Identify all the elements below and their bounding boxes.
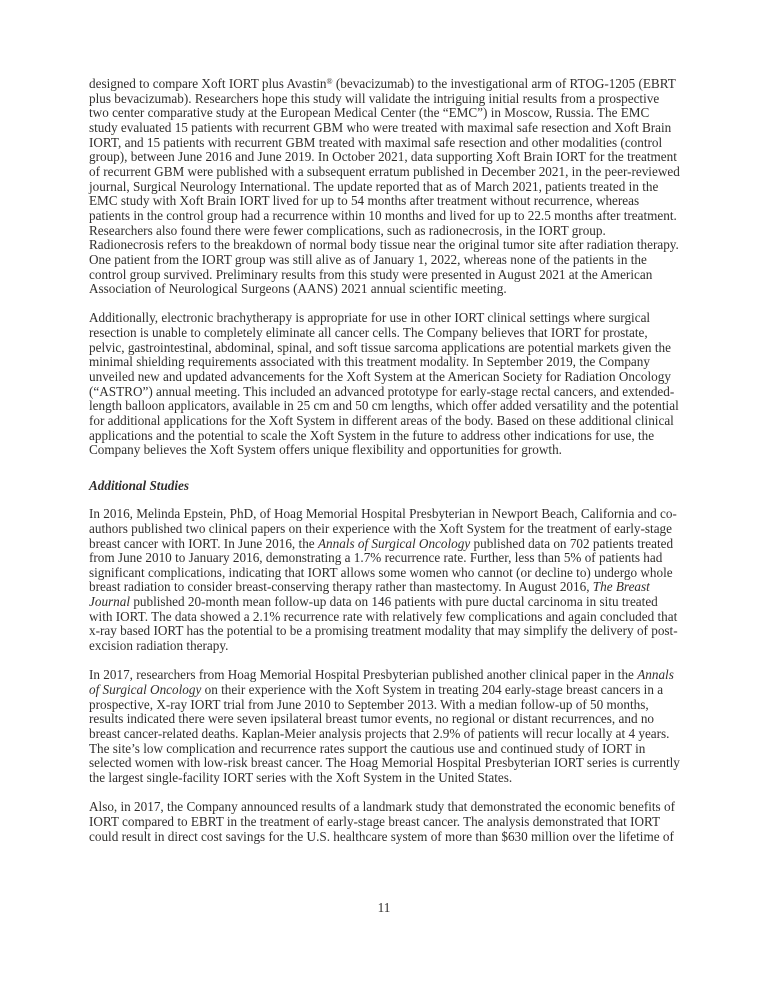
journal-title: Annals of Surgical Oncology bbox=[317, 535, 471, 551]
text-run: on their experience with the Xoft System in treating 204 early-stage breast cancers in a prospective, X-ray IORT trial from June 2010 to September 2013. With a median follow-up of 50 months, results indicated there were seven ipsilateral breast tumor events, no regional or distant recurrences, and no breast cancer-related deaths. Kaplan-Meier analysis projects that 2.9% of patients will recur locally at 4 years. The site’s low complication and recurrence rates support the cautious use and continued study of IORT in selected women with low-risk breast cancer. The Hoag Memorial Hospital Presbyterian IORT series is currently the largest single-facility IORT series with the Xoft System in the United States. bbox=[89, 682, 680, 785]
text-run: In 2017, researchers from Hoag Memorial Hospital Presbyterian published another clinical paper in the bbox=[89, 667, 638, 683]
paragraph-gbm-study bbox=[89, 77, 681, 297]
paragraph-2016-studies bbox=[89, 507, 681, 654]
text-run: Additionally, electronic brachytherapy is appropriate for use in other IORT clinical settings where surgical resection is unable to completely eliminate all cancer cells. The Company believes that IORT for prostate, pelvic, gastrointestinal, abdominal, spinal, and soft tissue sarcoma applications are potential markets given the minimal shielding requirements associated with this treatment modality. In September 2019, the Company unveiled new and updated advancements for the Xoft System at the American Society for Radiation Oncology (“ASTRO”) annual meeting. This included an advanced prototype for early-stage rectal cancers, and extended-length balloon applicators, available in 25 cm and 50 cm lengths, which offer added versatility and the potential for additional applications for the Xoft System in different areas of the body. Based on these additional clinical applications and the potential to scale the Xoft System in the future to address other indications for use, the Company believes the Xoft System offers unique flexibility and opportunities for growth. bbox=[89, 310, 679, 458]
paragraph-other-iort-settings bbox=[89, 311, 681, 458]
text-run: In 2016, Melinda Epstein, PhD, of Hoag Memorial Hospital Presbyterian in Newport Beach, California and co-authors published two clinical papers on their experience with the Xoft System for the treatment of early-stage breast cancer with IORT. In June 2016, the bbox=[89, 506, 677, 551]
page-content bbox=[89, 77, 681, 859]
page-footer bbox=[0, 901, 768, 916]
text-run: designed to compare Xoft IORT plus Avastin bbox=[89, 76, 327, 91]
section-heading: Additional Studies bbox=[89, 478, 190, 494]
journal-title: Annals of Surgical Oncology bbox=[89, 667, 674, 698]
text-run: (bevacizumab) to the investigational arm of RTOG-1205 (EBRT plus bevacizumab). Researchers hope this study will validate the intriguing initial results from a prospective two center comparative study at the European Medical Center (the “EMC”) in Moscow, Russia. The EMC study evaluated 15 patients with recurrent GBM who were treated with maximal safe resection and Xoft Brain IORT, and 15 patients with recurrent GBM treated with maximal safe resection and other modalities (control group), between June 2016 and June 2019. In October 2021, data supporting Xoft Brain IORT for the treatment of recurrent GBM were published with a subsequent erratum published in December 2021, in the peer-reviewed journal, Surgical Neurology International. The update reported that as of March 2021, patients treated in the EMC study with Xoft Brain IORT lived for up to 54 months after treatment without recurrence, whereas patients in the control group had a recurrence within 10 months and lived for up to 22.5 months after treatment. Researchers also found there were fewer complications, such as radionecrosis, in the IORT group. Radionecrosis refers to the breakdown of normal body tissue near the original tumor site after radiation therapy. One patient from the IORT group was still alive as of January 1, 2022, whereas none of the patients in the control group survived. Preliminary results from this study were presented in August 2021 at the American Association of Neurological Surgeons (AANS) 2021 annual scientific meeting. bbox=[89, 76, 680, 297]
paragraph-2017-economic-study bbox=[89, 800, 681, 844]
page-number: 11 bbox=[377, 900, 391, 915]
journal-title: The Breast Journal bbox=[89, 579, 650, 610]
text-run: published data on 702 patients treated from June 2010 to January 2016, demonstrating a 1.7% recurrence rate. Further, less than 5% of patients had significant complications, indicating that IORT allows some women who cannot (or decline to) undergo whole breast radiation to consider breast-conserving therapy rather than mastectomy. In August 2016, bbox=[89, 535, 674, 595]
paragraph-2017-hoag-study bbox=[89, 668, 681, 785]
text-run: published 20-month mean follow-up data on 146 patients with pure ductal carcinoma in situ treated with IORT. The data showed a 2.1% recurrence rate with relatively few complications and again concluded that x-ray based IORT has the potential to be a promising treatment modality that may simplify the delivery of post-excision radiation therapy. bbox=[89, 594, 678, 654]
registered-trademark-symbol: ® bbox=[326, 77, 333, 86]
text-run: Also, in 2017, the Company announced results of a landmark study that demonstrated the economic benefits of IORT compared to EBRT in the treatment of early-stage breast cancer. The analysis demonstrated that IORT could result in direct cost savings for the U.S. healthcare system of more than $630 million over the lifetime of bbox=[89, 799, 675, 844]
